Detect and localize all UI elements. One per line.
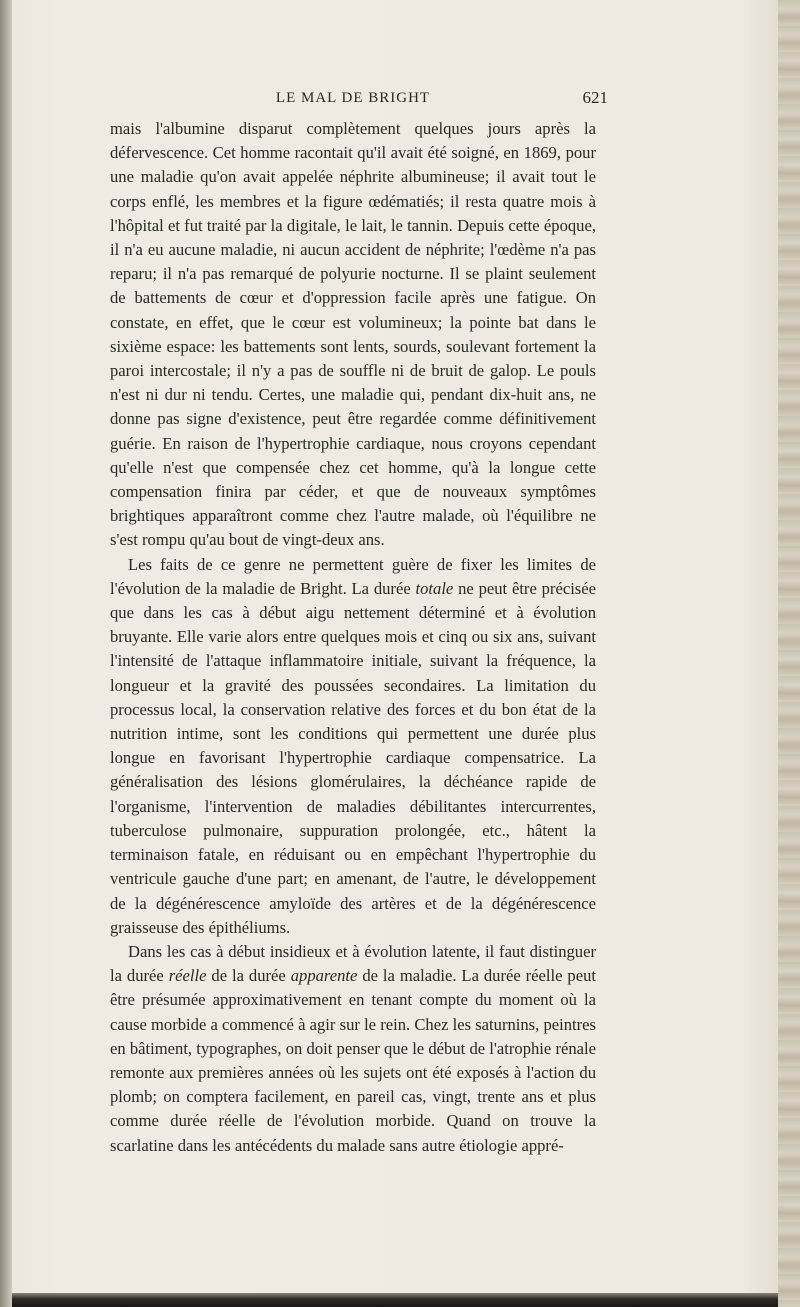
paragraph-1: [110, 117, 596, 553]
body-text: [110, 117, 596, 1158]
emphasis-apparente: apparente: [290, 966, 358, 986]
emphasis-totale: totale: [415, 578, 454, 598]
page-number: 621: [582, 88, 608, 107]
paragraph-3: [110, 940, 596, 1158]
running-head: LE MAL DE BRIGHT: [275, 90, 431, 106]
emphasis-reelle: réelle: [168, 966, 207, 986]
page-edge-strip: [778, 0, 800, 1307]
paragraph-text: Les faits de ce genre ne permettent guère de fixer les limites de l'évolution de la maladie de Bright. La durée: [110, 554, 596, 598]
paragraph-text: de la maladie. La durée réelle peut être présumée approximativement en tenant compte du moment où la cause morbide a commencé à agir sur le rein. Chez les saturnins, peintres en bâtiment, typographes, on doit penser que le début de l'atrophie rénale remonte aux premières années où les sujets ont été exposés à l'action du plomb; on comptera facilement, en pareil cas, vingt, trente ans et plus comme durée réelle de l'évolution morbide. Quand on trouve la scarlatine dans les antécédents du malade sans autre étiologie appré-: [110, 966, 596, 1155]
paragraph-2: [110, 553, 596, 940]
page-header: [108, 88, 608, 114]
paragraph-text: ne peut être précisée que dans les cas à début aigu nettement déterminé et à évolution bruyante. Elle varie alors entre quelques mois et cinq ou six ans, suivant l'intensité de l'attaque inflammatoire initiale, suivant la fréquence, la longueur et la gravité des poussées secondaires. La limitation du processus local, la conservation relative des forces et du bon état de la nutrition intime, sont les conditions qui permettent une durée plus longue en favorisant l'hypertrophie cardiaque compensatrice. La généralisation des lésions glomérulaires, la déchéance rapide de l'organisme, l'intervention de maladies débilitantes intercurrentes, tuberculose pulmonaire, suppuration prolongée, etc., hâtent la terminaison fatale, en réduisant ou en empêchant l'hypertrophie du ventricule gauche d'une part; en amenant, de l'autre, le développement de la dégénérescence amyloïde des artères et de la dégénérescence graisseuse des épithéliums.: [110, 578, 596, 937]
paragraph-text: Dans les cas à début insidieux et à évolution latente, il faut distinguer la durée: [110, 941, 596, 986]
paragraph-text: mais l'albumine disparut complètement quelques jours après la défervescence. Cet homme racontait qu'il avait été soigné, en 1869, pour une maladie qu'on avait appelée néphrite albumineuse; il avait tout le corps enflé, les membres et la figure œdématiés; il resta quatre mois à l'hôpital et fut traité par la digitale, le lait, le tannin. Depuis cette époque, il n'a eu aucune maladie, ni aucun accident de néphrite; l'œdème n'a pas reparu; il n'a pas remarqué de polyurie nocturne. Il se plaint seulement de battements de cœur et d'oppression facile après une fatigue. On constate, en effet, que le cœur est volumineux; la pointe bat dans le sixième espace: les battements sont lents, sourds, soulevant fortement la paroi intercostale; il n'y a pas de souffle ni de bruit de galop. Le pouls n'est ni dur ni tendu. Certes, une maladie qui, pendant dix-huit ans, ne donne pas signe d'existence, peut être regardée comme définitivement guérie. En raison de l'hypertrophie cardiaque, nous croyons cependant qu'elle n'est que compensée chez cet homme, qu'à la longue cette compensation finira par céder, et que de nouveaux symptômes brightiques apparaîtront comme chez l'autre malade, où l'équilibre ne s'est rompu qu'au bout de vingt-deux ans.: [110, 119, 596, 550]
page-bottom-shadow: [12, 1293, 778, 1307]
page-binding-shadow: [0, 0, 12, 1307]
paragraph-text: de la durée: [206, 966, 291, 986]
